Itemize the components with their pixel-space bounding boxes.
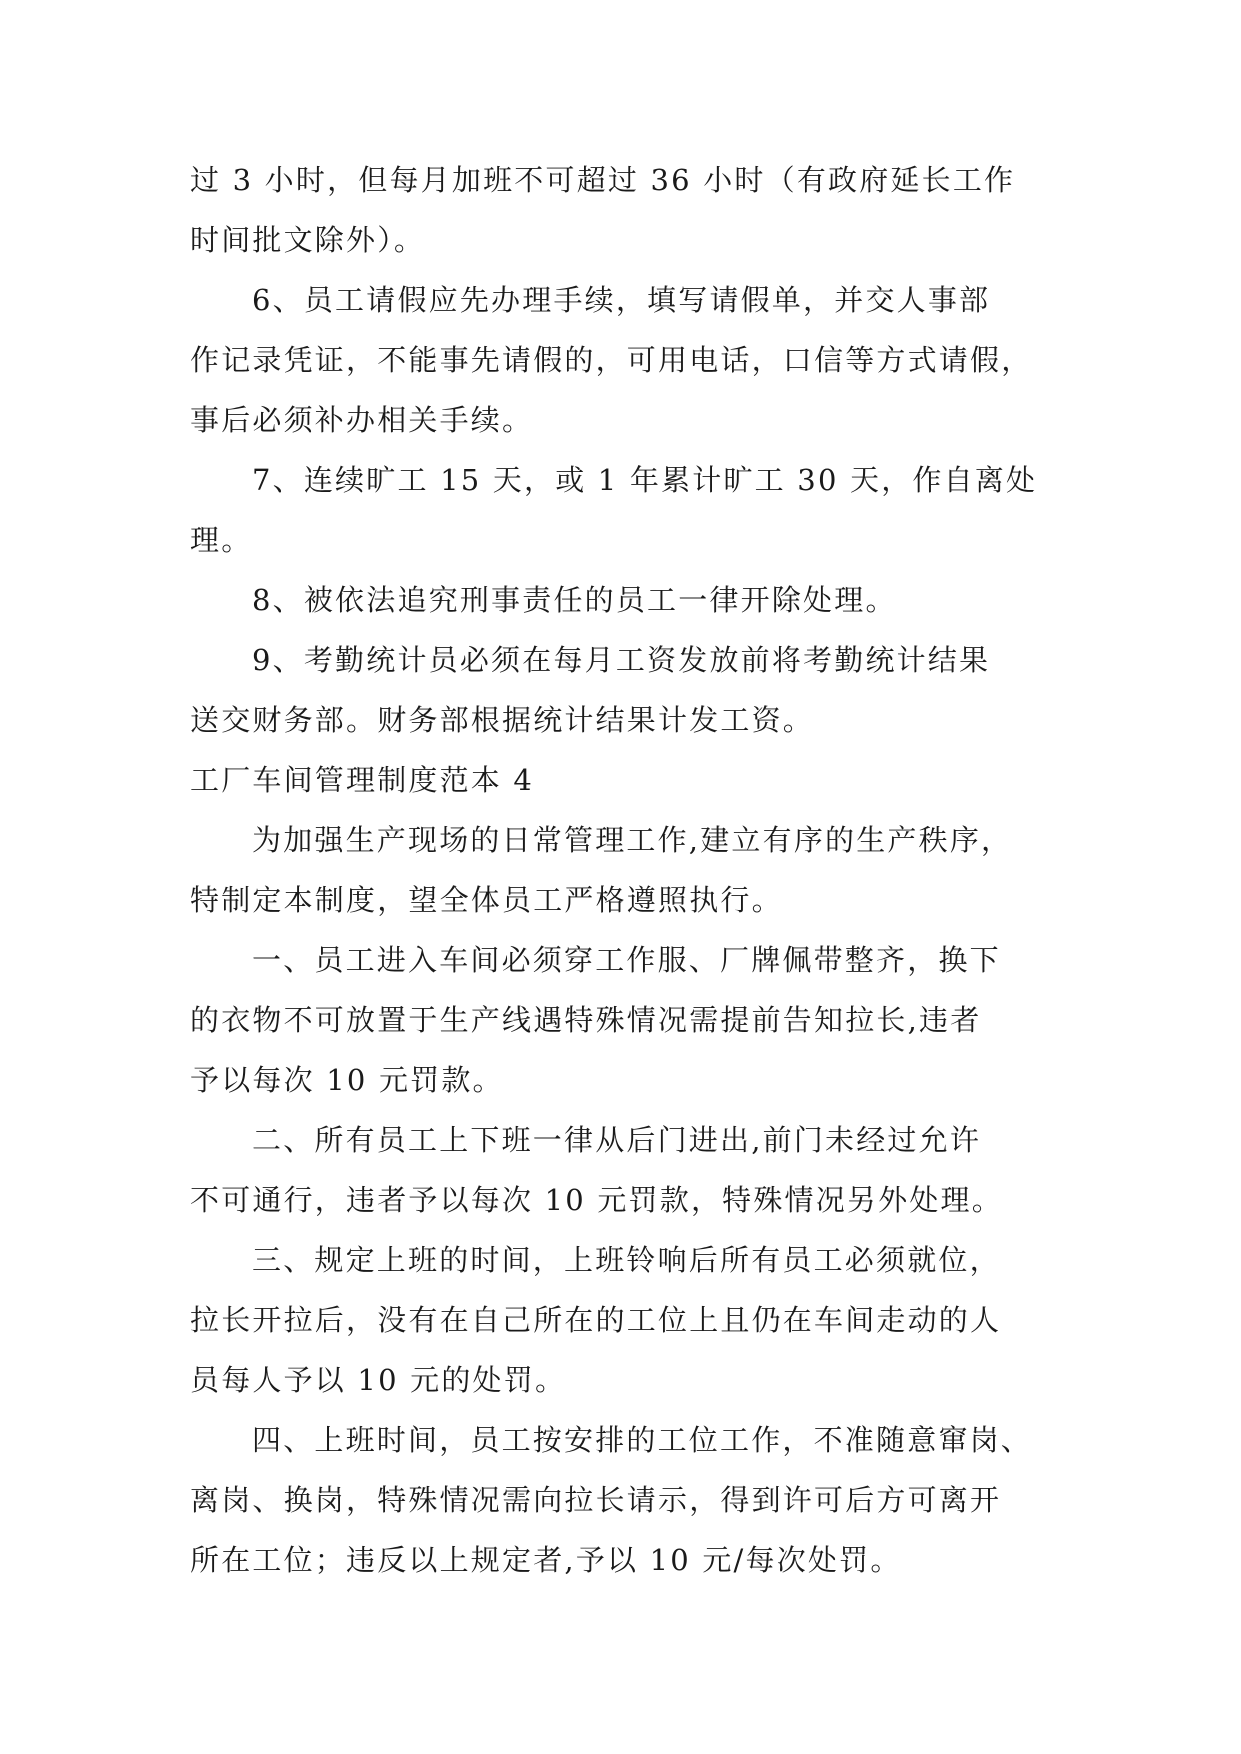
paragraph-line: 为加强生产现场的日常管理工作,建立有序的生产秩序，: [252, 823, 1013, 857]
paragraph-line: 特制定本制度，望全体员工严格遵照执行。: [190, 883, 783, 917]
paragraph-line: 8、被依法追究刑事责任的员工一律开除处理。: [252, 583, 897, 617]
section-heading: 工厂车间管理制度范本 4: [190, 763, 535, 797]
paragraph-line: 所在工位；违反以上规定者,予以 10 元/每次处罚。: [190, 1543, 902, 1577]
paragraph-line: 不可通行，违者予以每次 10 元罚款，特殊情况另外处理。: [190, 1183, 1003, 1217]
paragraph-line: 拉长开拉后，没有在自己所在的工位上且仍在车间走动的人: [190, 1303, 1002, 1337]
document-body: [190, 150, 1050, 1590]
paragraph-line: 一、员工进入车间必须穿工作服、厂牌佩带整齐，换下: [252, 943, 1001, 977]
paragraph-line: 送交财务部。财务部根据统计结果计发工资。: [190, 703, 815, 737]
paragraph-line: 过 3 小时，但每月加班不可超过 36 小时（有政府延长工作: [190, 163, 1016, 197]
paragraph-line: 7、连续旷工 15 天，或 1 年累计旷工 30 天，作自离处: [252, 463, 1038, 497]
paragraph-line: 6、员工请假应先办理手续，填写请假单，并交人事部: [252, 283, 991, 317]
paragraph-line: 理。: [190, 523, 253, 557]
paragraph-line: 的衣物不可放置于生产线遇特殊情况需提前告知拉长,违者: [190, 1003, 982, 1037]
paragraph-line: 二、所有员工上下班一律从后门进出,前门未经过允许: [252, 1123, 982, 1157]
paragraph-line: 事后必须补办相关手续。: [190, 403, 534, 437]
paragraph-line: 三、规定上班的时间，上班铃响后所有员工必须就位，: [252, 1243, 1001, 1277]
paragraph-line: 9、考勤统计员必须在每月工资发放前将考勤统计结果: [252, 643, 991, 677]
paragraph-line: 予以每次 10 元罚款。: [190, 1063, 504, 1097]
paragraph-line: 员每人予以 10 元的处罚。: [190, 1363, 567, 1397]
paragraph-line: 作记录凭证，不能事先请假的，可用电话，口信等方式请假，: [190, 343, 1033, 377]
paragraph-line: 四、上班时间，员工按安排的工位工作，不准随意窜岗、: [252, 1423, 1033, 1457]
paragraph-line: 时间批文除外）。: [190, 223, 426, 257]
paragraph-line: 离岗、换岗，特殊情况需向拉长请示，得到许可后方可离开: [190, 1483, 1002, 1517]
